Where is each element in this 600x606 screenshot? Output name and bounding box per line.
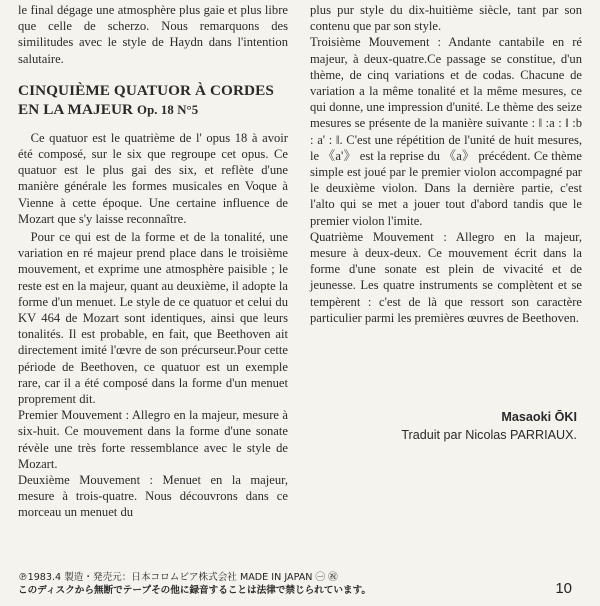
page-number: 10	[555, 580, 572, 597]
translator-credit: Traduit par Nicolas PARRIAUX.	[401, 428, 577, 442]
movement-3: Troisième Mouvement : Andante cantabile en ré majeur, à deux-quatre.Ce passage se constitue, d'un thème, de cinq variations et de codas. Chacune de variation a la même tonalité et la même mesures, ce qui donne, une impression d'unité. Le thème des seize mesures se présente de la manière suivante : ‖ :a : ‖ :b : a' : ‖. C'est une répétition de l'unité de huit mesures, le 《a'》 est la reprise du 《a》 précédent. Ce thème simple est joué par le premier violon accompagné par le deuxième violon. Dans la dernière partie, c'est l'alto qui se met a jouer tout d'abord tandis que le premier violon l'imite.	[310, 35, 582, 228]
left-column	[18, 2, 288, 521]
intro-paragraph: le final dégage une atmosphère plus gaie et plus libre que celle de scherzo. Nous remarquons des similitudes avec le style de Haydn dans l'intention salutaire.	[18, 3, 288, 66]
movement-2: Deuxième Mouvement : Menuet en la majeur, mesure à trois-quatre. Nous découvrons dans ce morceau un menuet du	[18, 473, 288, 520]
movement-2-continued: plus pur style du dix-huitième siècle, tant par son contenu que par son style.	[310, 3, 582, 34]
section-title-text: CINQUIÈME QUATUOR À CORDES EN LA MAJEUR	[18, 81, 274, 118]
right-column	[310, 2, 582, 326]
footer-copyright: ℗1983.4 製造・発売元：日本コロムビア株式会社 MADE IN JAPAN ㊀ ㊗	[18, 572, 338, 583]
movement-1: Premier Mouvement : Allegro en la majeur, mesure à six-huit. Ce mouvement dans la forme d'une sonate révèle une très forte ressemblance avec le style de Mozart.	[18, 408, 288, 471]
paragraph-form: Pour ce qui est de la forme et de la tonalité, une variation en ré majeur prend place dans le troisième mouvement, et exprime une atmosphère paisible ; le reste est en la majeur, quant au deuxième, il adopte la forme d'un menuet. Le style de ce quatuor et celui du KV 464 de Mozart sont identiques, ainsi que leurs tonalités. Il est probable, en fait, que Beethoven ait directement imité l'œvre de son précurseur.Pour cette période de Beethoven, ce quatuor est un exemple rare, car il a été composé dans la forme d'un menuet proprement dit.	[18, 230, 288, 407]
author-signature: Masaoki ŌKI	[501, 410, 577, 424]
footer	[18, 571, 371, 597]
section-title	[18, 81, 288, 120]
section-opus: Op. 18 N°5	[137, 102, 199, 117]
footer-legal-notice: このディスクから無断でテープその他に録音することは法律で禁じられています。	[18, 585, 371, 596]
paragraph-overview: Ce quatuor est le quatrième de l' opus 18 à avoir été composé, sur le six que regroupe cet opus. Ce quatuor est le plus gai des six, et reflète d'une manière générale les formes musicales en Voque à Vienne à cette époque. Une certaine influence de Mozart que s'y laisse reconnaître.	[18, 130, 288, 226]
movement-4: Quatrième Mouvement : Allegro en la majeur, mesure à deux-deux. Ce mouvement écrit dans la forme d'une sonate est plein de vivacité et de jeunesse. Les quatre instruments se complètent et se tempèrent : c'est de là que ressort son caractère particulier parmi les premières œuvres de Beethoven.	[310, 229, 582, 325]
